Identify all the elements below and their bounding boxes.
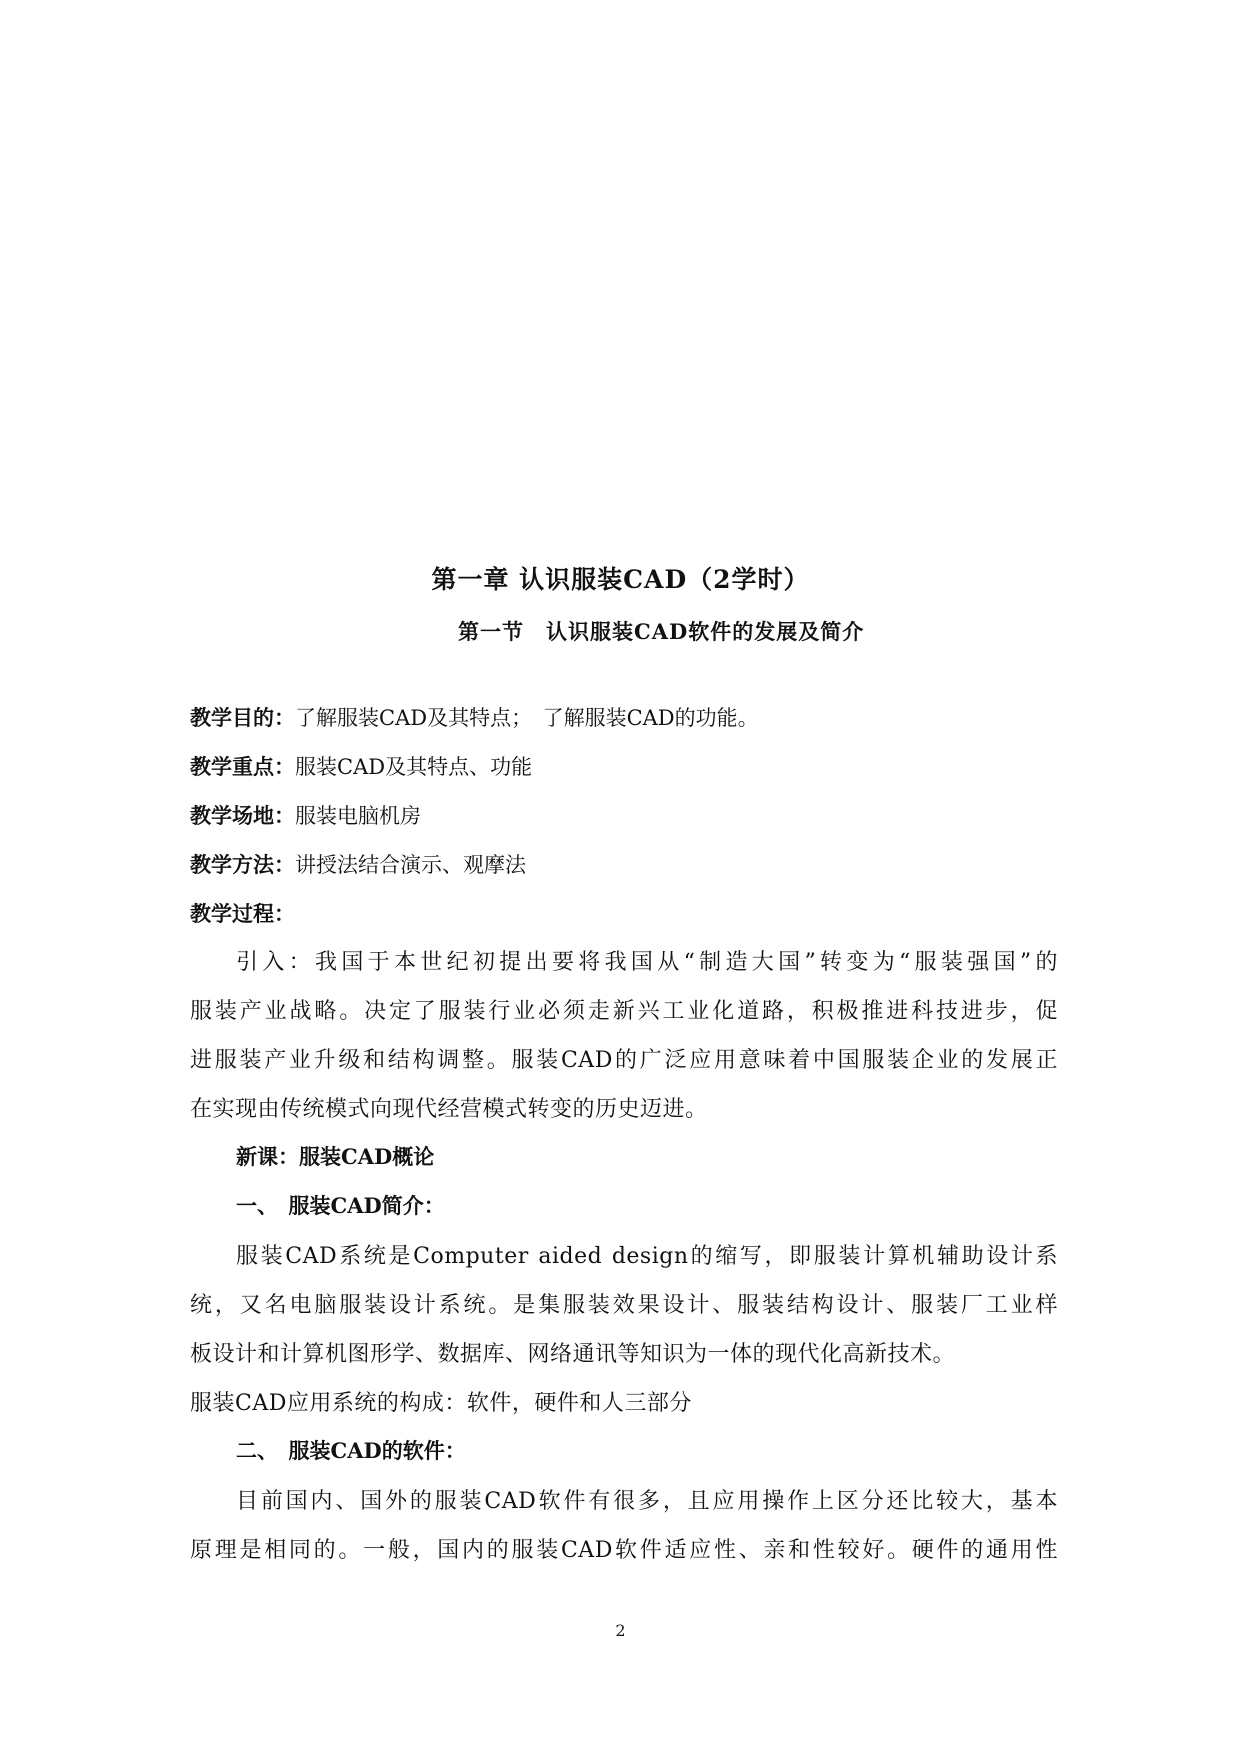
objectives-row	[190, 702, 759, 732]
heading-cad-software: 二、 服装CAD的软件：	[236, 1438, 466, 1463]
chapter-title: 第一章 认识服装CAD（2学时）	[431, 565, 810, 594]
para1-line-2: 统，又名电脑服装设计系统。是集服装效果设计、服装结构设计、服装厂工业样	[190, 1293, 1058, 1318]
venue-value: 服装电脑机房	[295, 804, 421, 828]
heading-cad-intro: 一、 服装CAD简介：	[236, 1193, 445, 1218]
key-points-row	[190, 751, 532, 781]
process-label: 教学过程：	[190, 901, 295, 926]
para2-line-2: 原理是相同的。一般，国内的服装CAD软件适应性、亲和性较好。硬件的通用性	[190, 1538, 1058, 1563]
para1-line-3: 板设计和计算机图形学、数据库、网络通讯等知识为一体的现代化高新技术。	[190, 1342, 956, 1367]
methods-value: 讲授法结合演示、观摩法	[295, 853, 526, 877]
para2-line-1: 目前国内、国外的服装CAD软件有很多，且应用操作上区分还比较大，基本	[236, 1489, 1058, 1514]
new-lesson-heading: 新课：服装CAD概论	[236, 1144, 435, 1169]
intro-line-3: 进服装产业升级和结构调整。服装CAD的广泛应用意味着中国服装企业的发展正	[190, 1048, 1058, 1073]
para1-line-4: 服装CAD应用系统的构成：软件，硬件和人三部分	[190, 1391, 692, 1416]
page-number: 2	[615, 1621, 626, 1640]
objectives-label: 教学目的：	[190, 705, 295, 730]
methods-label: 教学方法：	[190, 852, 295, 877]
para1-line-1: 服装CAD系统是Computer aided design的缩写，即服装计算机辅助设计系	[236, 1244, 1058, 1269]
venue-row	[190, 800, 421, 830]
objectives-value: 了解服装CAD及其特点； 了解服装CAD的功能。	[295, 706, 759, 730]
intro-line-2: 服装产业战略。决定了服装行业必须走新兴工业化道路，积极推进科技进步，促	[190, 999, 1058, 1024]
venue-label: 教学场地：	[190, 803, 295, 828]
process-row	[190, 898, 295, 928]
intro-line-1: 引入：我国于本世纪初提出要将我国从“制造大国”转变为“服装强国”的	[236, 950, 1058, 975]
methods-row	[190, 849, 526, 879]
section-title: 第一节 认识服装CAD软件的发展及简介	[458, 619, 865, 644]
key-points-value: 服装CAD及其特点、功能	[295, 755, 533, 779]
intro-line-4: 在实现由传统模式向现代经营模式转变的历史迈进。	[190, 1097, 708, 1122]
key-points-label: 教学重点：	[190, 754, 295, 779]
